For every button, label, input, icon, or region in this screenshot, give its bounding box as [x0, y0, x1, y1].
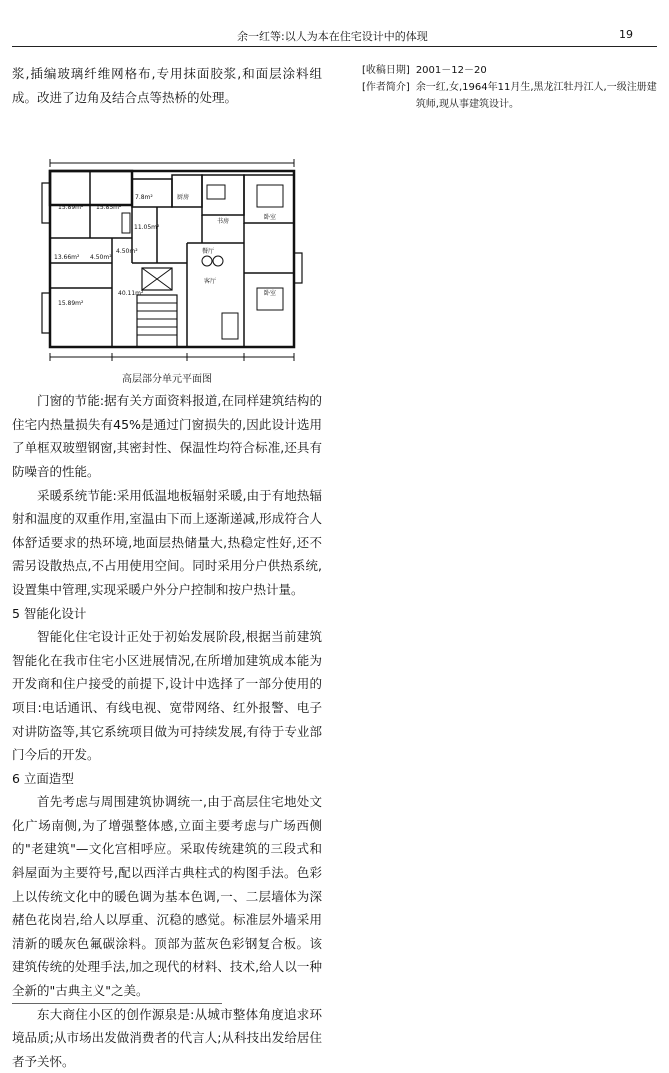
author-bio-row	[362, 79, 660, 113]
section-5-heading: 5 智能化设计	[12, 605, 87, 621]
room-label: 4.50m²	[116, 248, 138, 256]
room-label: 11.05m²	[134, 224, 160, 232]
room-label: 40.11m²	[118, 290, 144, 298]
smart-design-paragraph: 智能化住宅设计正处于初始发展阶段,根据当前建筑智能化在我市住宅小区进展情况,在所增加建筑成本能为开发商和住户接受的前提下,设计中选择了一部分使用的项目:电话通讯、有线电视、宽带网络、红外报警、电子对讲防盗等,其它系统项目做为可持续发展,有待于专业部门今后的开发。	[12, 629, 322, 763]
room-label: 餐厅	[202, 248, 215, 256]
author-bio-value: 余一红,女,1964年11月生,黑龙江牡丹江人,一级注册建筑师,现从事建筑设计。	[415, 82, 657, 110]
right-column	[362, 62, 660, 113]
room-label: 15.85m²	[96, 204, 122, 212]
received-date-label: [收稿日期]	[362, 65, 410, 76]
left-column	[12, 62, 322, 1073]
page-number: 19	[619, 28, 633, 41]
source-paragraph: 东大商住小区的创作源泉是:从城市整体角度追求环境品质;从市场出发做消费者的代言人;从科技出发给居住者予关怀。	[12, 1006, 322, 1069]
received-date-value: 2001－12－20	[415, 65, 487, 76]
room-label: 卧室	[264, 290, 277, 298]
intro-paragraph: 浆,插编玻璃纤维网格布,专用抹面胶浆,和面层涂料组成。改进了边角及结合点等热桥的处理。	[12, 66, 322, 105]
heating-paragraph: 采暖系统节能:采用低温地板辐射采暖,由于有地热辐射和温度的双重作用,室温由下而上逐渐递减,形成符合人体舒适要求的热环境,地面层热储量大,热稳定性好,还不需另设散热点,不占用使用空间。同时采用分户供热系统,设置集中管理,实现采暖户外分户控制和按户热计量。	[12, 487, 322, 597]
figure-caption: 高层部分单元平面图	[122, 374, 212, 386]
received-date-row	[362, 62, 660, 79]
room-label: 卧室	[264, 214, 277, 222]
footnote-divider	[12, 1003, 222, 1004]
section-6-heading: 6 立面造型	[12, 770, 74, 786]
room-label: 书房	[217, 218, 230, 226]
room-label: 15.89m²	[58, 300, 84, 308]
room-label: 4.50m²	[90, 254, 112, 262]
facade-paragraph: 首先考虑与周围建筑协调统一,由于高层住宅地处文化广场南侧,为了增强整体感,立面主要考虑与广场西侧的"老建筑"—文化宫相呼应。采取传统建筑的三段式和斜屋面为主要符号,配以西洋古典柱式的构图手法。色彩上以传统文化中的暖色调为基本色调,一、二层墙体为深赭色花岗岩,给人以厚重、沉稳的感觉。标准层外墙采用清新的暖灰色氟碳涂料。顶部为蓝灰色彩钢复合板。该建筑传统的处理手法,加之现代的材料、技术,给人以一种全新的"古典主义"之美。	[12, 794, 322, 999]
running-header	[12, 26, 657, 47]
windows-paragraph: 门窗的节能:据有关方面资料报道,在同样建筑结构的住宅内热量损失有45%是通过门窗损失的,因此设计选用了单框双玻塑钢窗,其密封性、保温性均符合标准,还具有防噪音的性能。	[12, 393, 322, 479]
room-label: 15.89m²	[58, 204, 84, 212]
room-label: 7.8m²	[135, 194, 153, 202]
header-title: 余一红等:以人为本在住宅设计中的体现	[237, 30, 428, 43]
room-label: 厨房	[177, 194, 190, 202]
floor-plan-drawing	[12, 113, 322, 369]
author-bio-label: [作者简介]	[362, 82, 410, 93]
room-label: 客厅	[204, 278, 217, 286]
floor-plan-figure	[12, 113, 322, 369]
room-label: 13.66m²	[54, 254, 80, 262]
